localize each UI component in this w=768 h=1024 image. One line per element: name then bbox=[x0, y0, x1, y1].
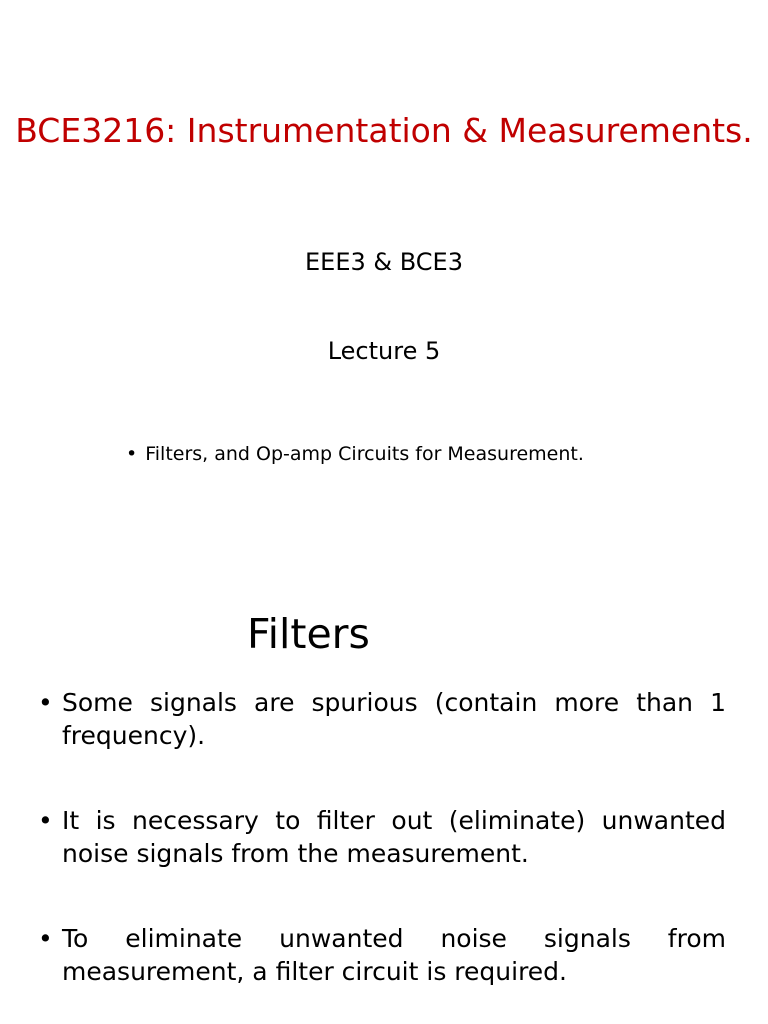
bullet-icon: • bbox=[38, 688, 53, 717]
bullet-icon: • bbox=[38, 806, 53, 835]
lecture-number: Lecture 5 bbox=[327, 337, 441, 365]
bullet-text: Some signals are spurious (contain more than 1 frequency). bbox=[62, 688, 726, 750]
bullet-list bbox=[38, 686, 726, 988]
course-codes: EEE3 & BCE3 bbox=[305, 248, 463, 276]
bullet-item bbox=[38, 922, 726, 988]
bullet-item bbox=[38, 686, 726, 752]
bullet-item bbox=[38, 804, 726, 870]
slide-filters bbox=[0, 512, 768, 1024]
topic-item bbox=[126, 441, 584, 467]
bullet-icon: • bbox=[126, 443, 138, 465]
topic-text: Filters, and Op-amp Circuits for Measurement. bbox=[145, 443, 584, 465]
bullet-text: It is necessary to filter out (eliminate) unwanted noise signals from the measurement. bbox=[62, 806, 726, 868]
bullet-text: To eliminate unwanted noise signals from measurement, a filter circuit is required. bbox=[62, 924, 726, 986]
slide-heading: Filters bbox=[247, 610, 370, 658]
slide-title-heading: BCE3216: Instrumentation & Measurements. bbox=[15, 111, 753, 150]
bullet-icon: • bbox=[38, 924, 53, 953]
